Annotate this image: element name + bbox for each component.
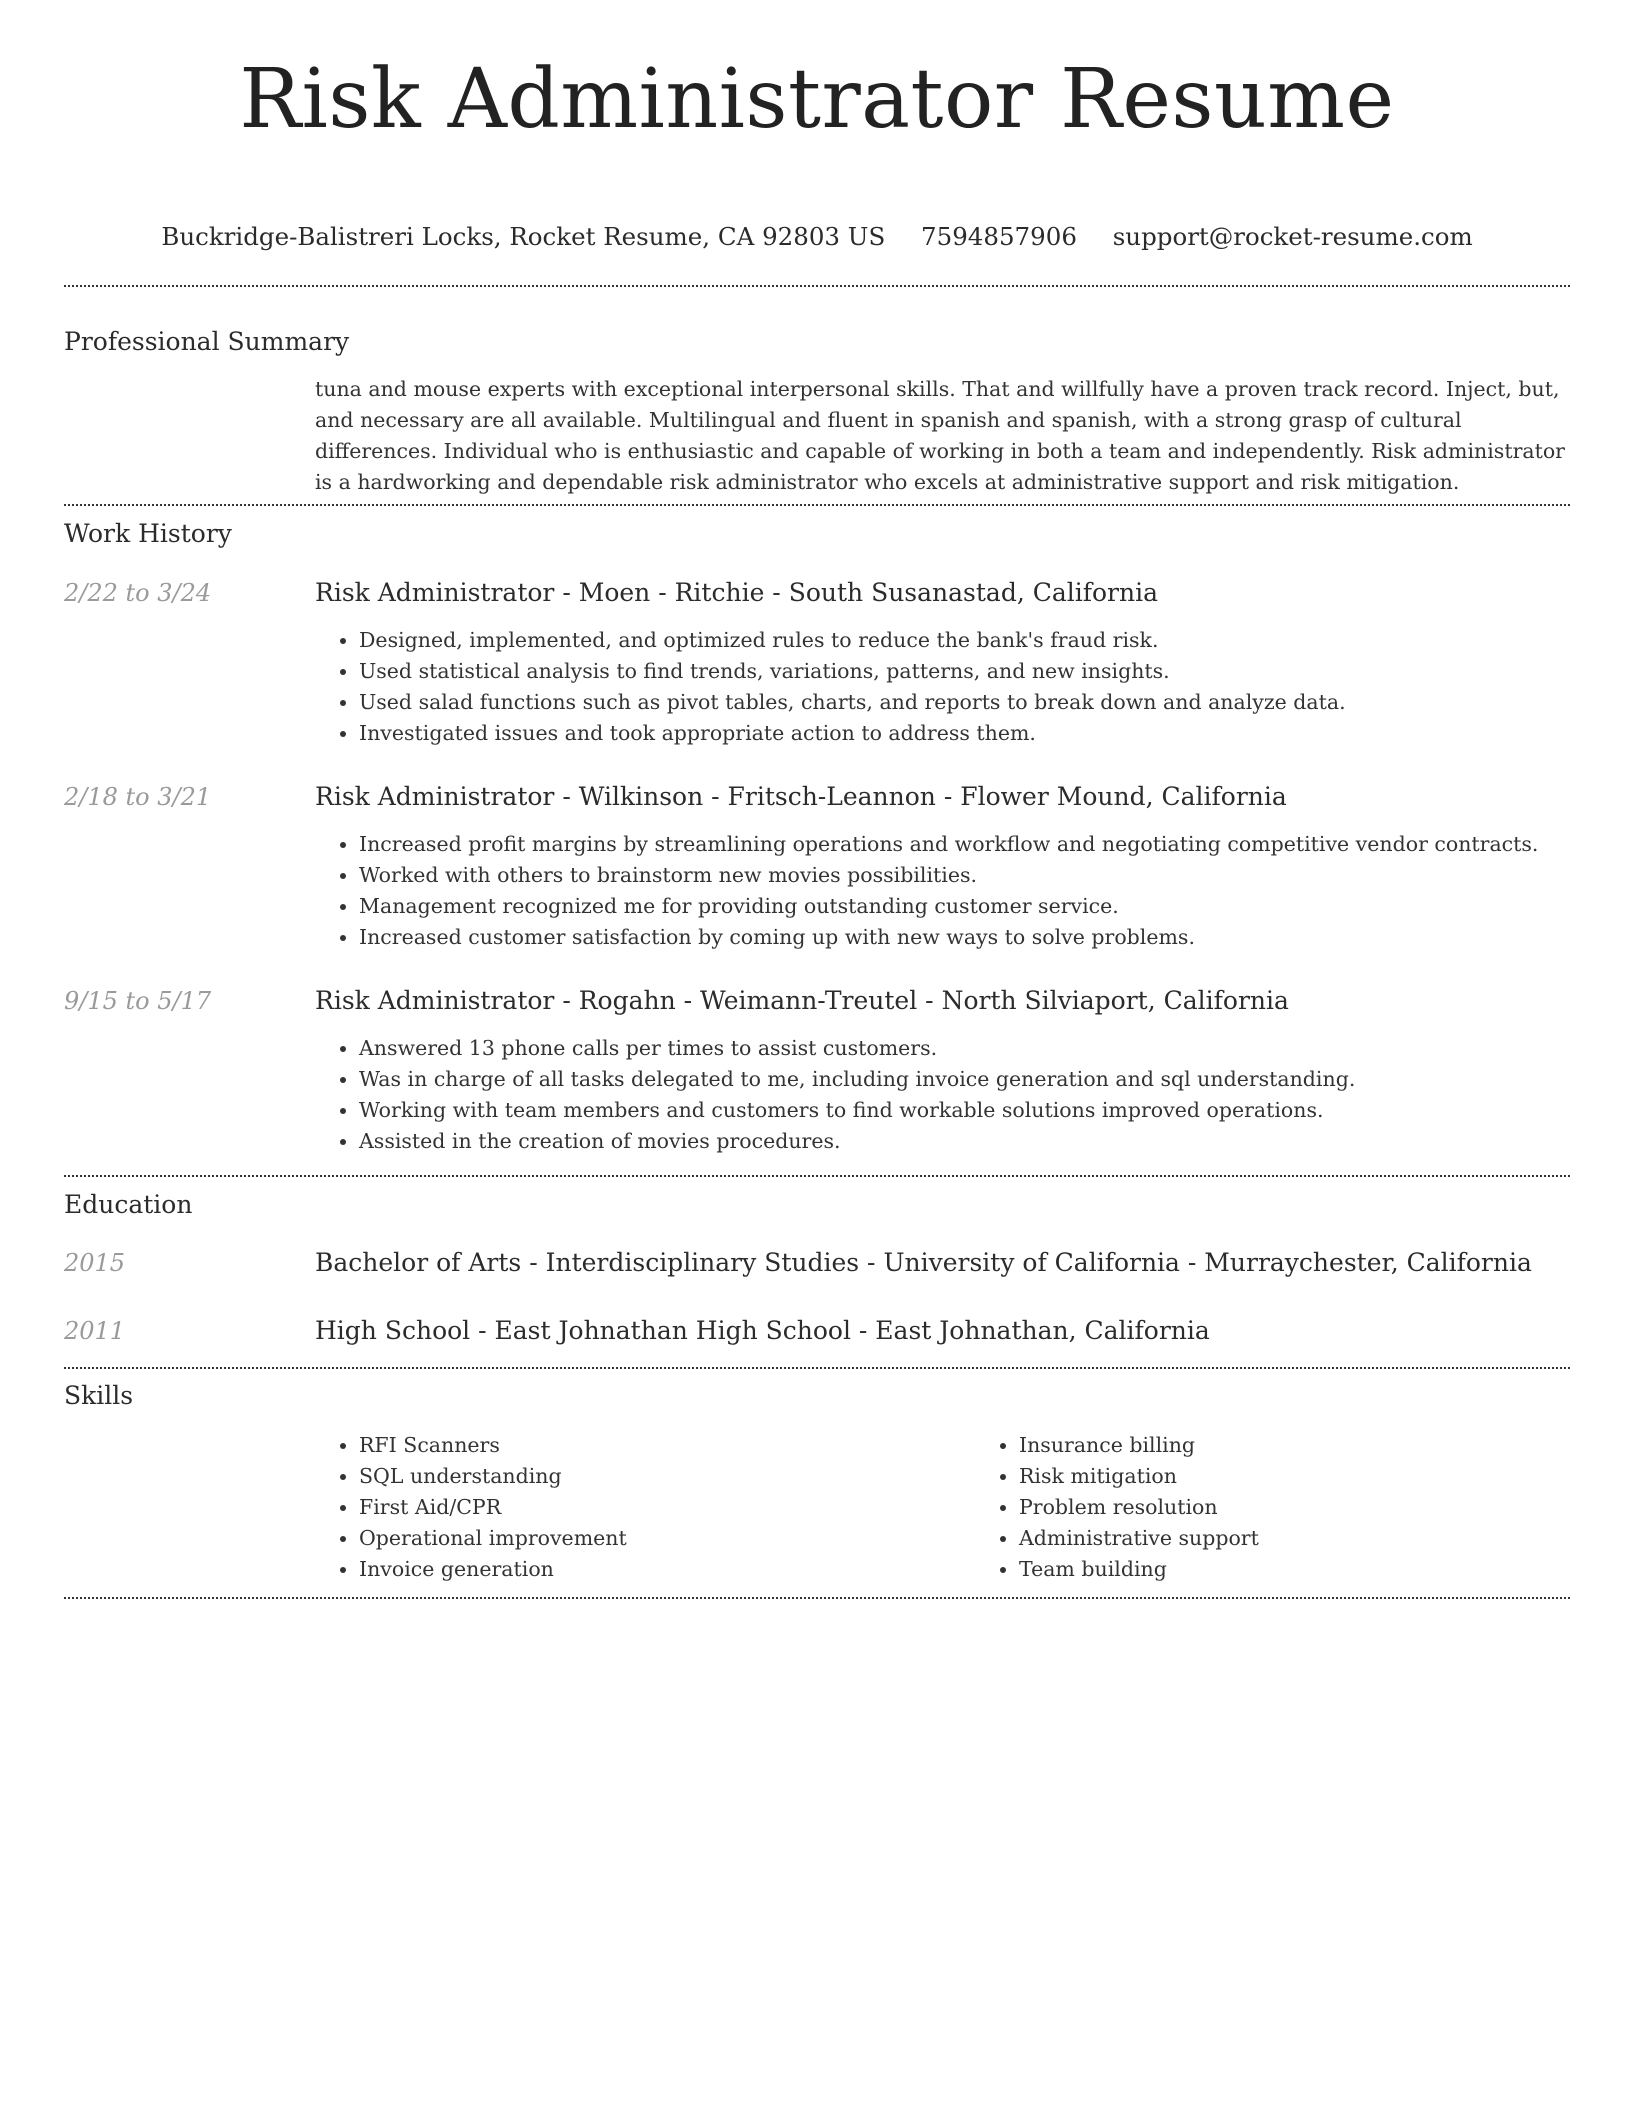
contact-email: support@rocket-resume.com: [1112, 222, 1473, 251]
job-bullets: [315, 625, 1570, 749]
section-heading-work: Work History: [64, 519, 232, 548]
list-item: • Used salad functions such as pivot tables, charts, and reports to break down and analyze data.: [359, 687, 1570, 718]
resume-title: Risk Administrator Resume: [239, 52, 1395, 147]
education-text: High School - East Johnathan High School - East Johnathan, California: [315, 1316, 1210, 1345]
contact-phone: 7594857906: [921, 222, 1077, 251]
job-entry: [64, 780, 1570, 953]
education-year: 2011: [64, 1317, 126, 1345]
divider: [64, 285, 1570, 287]
list-item: • Was in charge of all tasks delegated to me, including invoice generation and sql understanding.: [359, 1064, 1570, 1095]
resume-page: [64, 0, 1570, 1599]
summary-text: tuna and mouse experts with exceptional interpersonal skills. That and willfully have a proven track record. Inject, but, and necessary are all available. Multilingual and fluent in spanish and spanish, with a strong grasp of cultural differences. Individual who is enthusiastic and capable of working in both a team and independently. Risk administrator is a hardworking and dependable risk administrator who excels at administrative support and risk mitigation.: [315, 377, 1565, 494]
skill-item: • Team building: [1019, 1554, 1632, 1585]
job-entry: [64, 984, 1570, 1157]
divider: [64, 1175, 1570, 1177]
skills-list-right: [975, 1430, 1632, 1585]
list-item: • Answered 13 phone calls per times to assist customers.: [359, 1033, 1570, 1064]
job-title: Risk Administrator - Wilkinson - Fritsch-Leannon - Flower Mound, California: [315, 782, 1287, 811]
list-item: • Working with team members and customers to find workable solutions improved operations.: [359, 1095, 1570, 1126]
divider: [64, 1367, 1570, 1369]
skill-item: • RFI Scanners: [359, 1430, 975, 1461]
list-item: • Investigated issues and took appropriate action to address them.: [359, 718, 1570, 749]
divider: [64, 1597, 1570, 1599]
skill-item: • Problem resolution: [1019, 1492, 1632, 1523]
job-dates: 9/15 to 5/17: [64, 987, 212, 1015]
list-item: • Worked with others to brainstorm new movies possibilities.: [359, 860, 1570, 891]
job-bullets: [315, 1033, 1570, 1157]
contact-address: Buckridge-Balistreri Locks, Rocket Resume, CA 92803 US: [161, 222, 886, 251]
education-year: 2015: [64, 1249, 126, 1277]
list-item: • Increased profit margins by streamlining operations and workflow and negotiating competitive vendor contracts.: [359, 829, 1570, 860]
list-item: • Designed, implemented, and optimized rules to reduce the bank's fraud risk.: [359, 625, 1570, 656]
job-entry: [64, 576, 1570, 749]
skill-item: • Invoice generation: [359, 1554, 975, 1585]
education-text: Bachelor of Arts - Interdisciplinary Studies - University of California - Murraychester, California: [315, 1248, 1532, 1277]
education-entry: [64, 1246, 1570, 1280]
list-item: • Increased customer satisfaction by coming up with new ways to solve problems.: [359, 922, 1570, 953]
skills-entry: [64, 1430, 1570, 1585]
job-title: Risk Administrator - Rogahn - Weimann-Treutel - North Silviaport, California: [315, 986, 1289, 1015]
divider: [64, 504, 1570, 506]
section-heading-education: Education: [64, 1190, 193, 1219]
skill-item: • Operational improvement: [359, 1523, 975, 1554]
job-title: Risk Administrator - Moen - Ritchie - South Susanastad, California: [315, 578, 1159, 607]
summary-entry: [64, 374, 1570, 498]
job-dates: 2/18 to 3/21: [64, 783, 212, 811]
list-item: • Assisted in the creation of movies procedures.: [359, 1126, 1570, 1157]
education-entry: [64, 1314, 1570, 1348]
skill-item: • SQL understanding: [359, 1461, 975, 1492]
list-item: • Used statistical analysis to find trends, variations, patterns, and new insights.: [359, 656, 1570, 687]
job-bullets: [315, 829, 1570, 953]
list-item: • Management recognized me for providing outstanding customer service.: [359, 891, 1570, 922]
section-heading-skills: Skills: [64, 1381, 134, 1410]
job-dates: 2/22 to 3/24: [64, 579, 212, 607]
contact-line: [64, 222, 1570, 252]
section-heading-summary: Professional Summary: [64, 327, 350, 356]
skill-item: • First Aid/CPR: [359, 1492, 975, 1523]
skill-item: • Risk mitigation: [1019, 1461, 1632, 1492]
skills-list-left: [315, 1430, 975, 1585]
skill-item: • Insurance billing: [1019, 1430, 1632, 1461]
skill-item: • Administrative support: [1019, 1523, 1632, 1554]
